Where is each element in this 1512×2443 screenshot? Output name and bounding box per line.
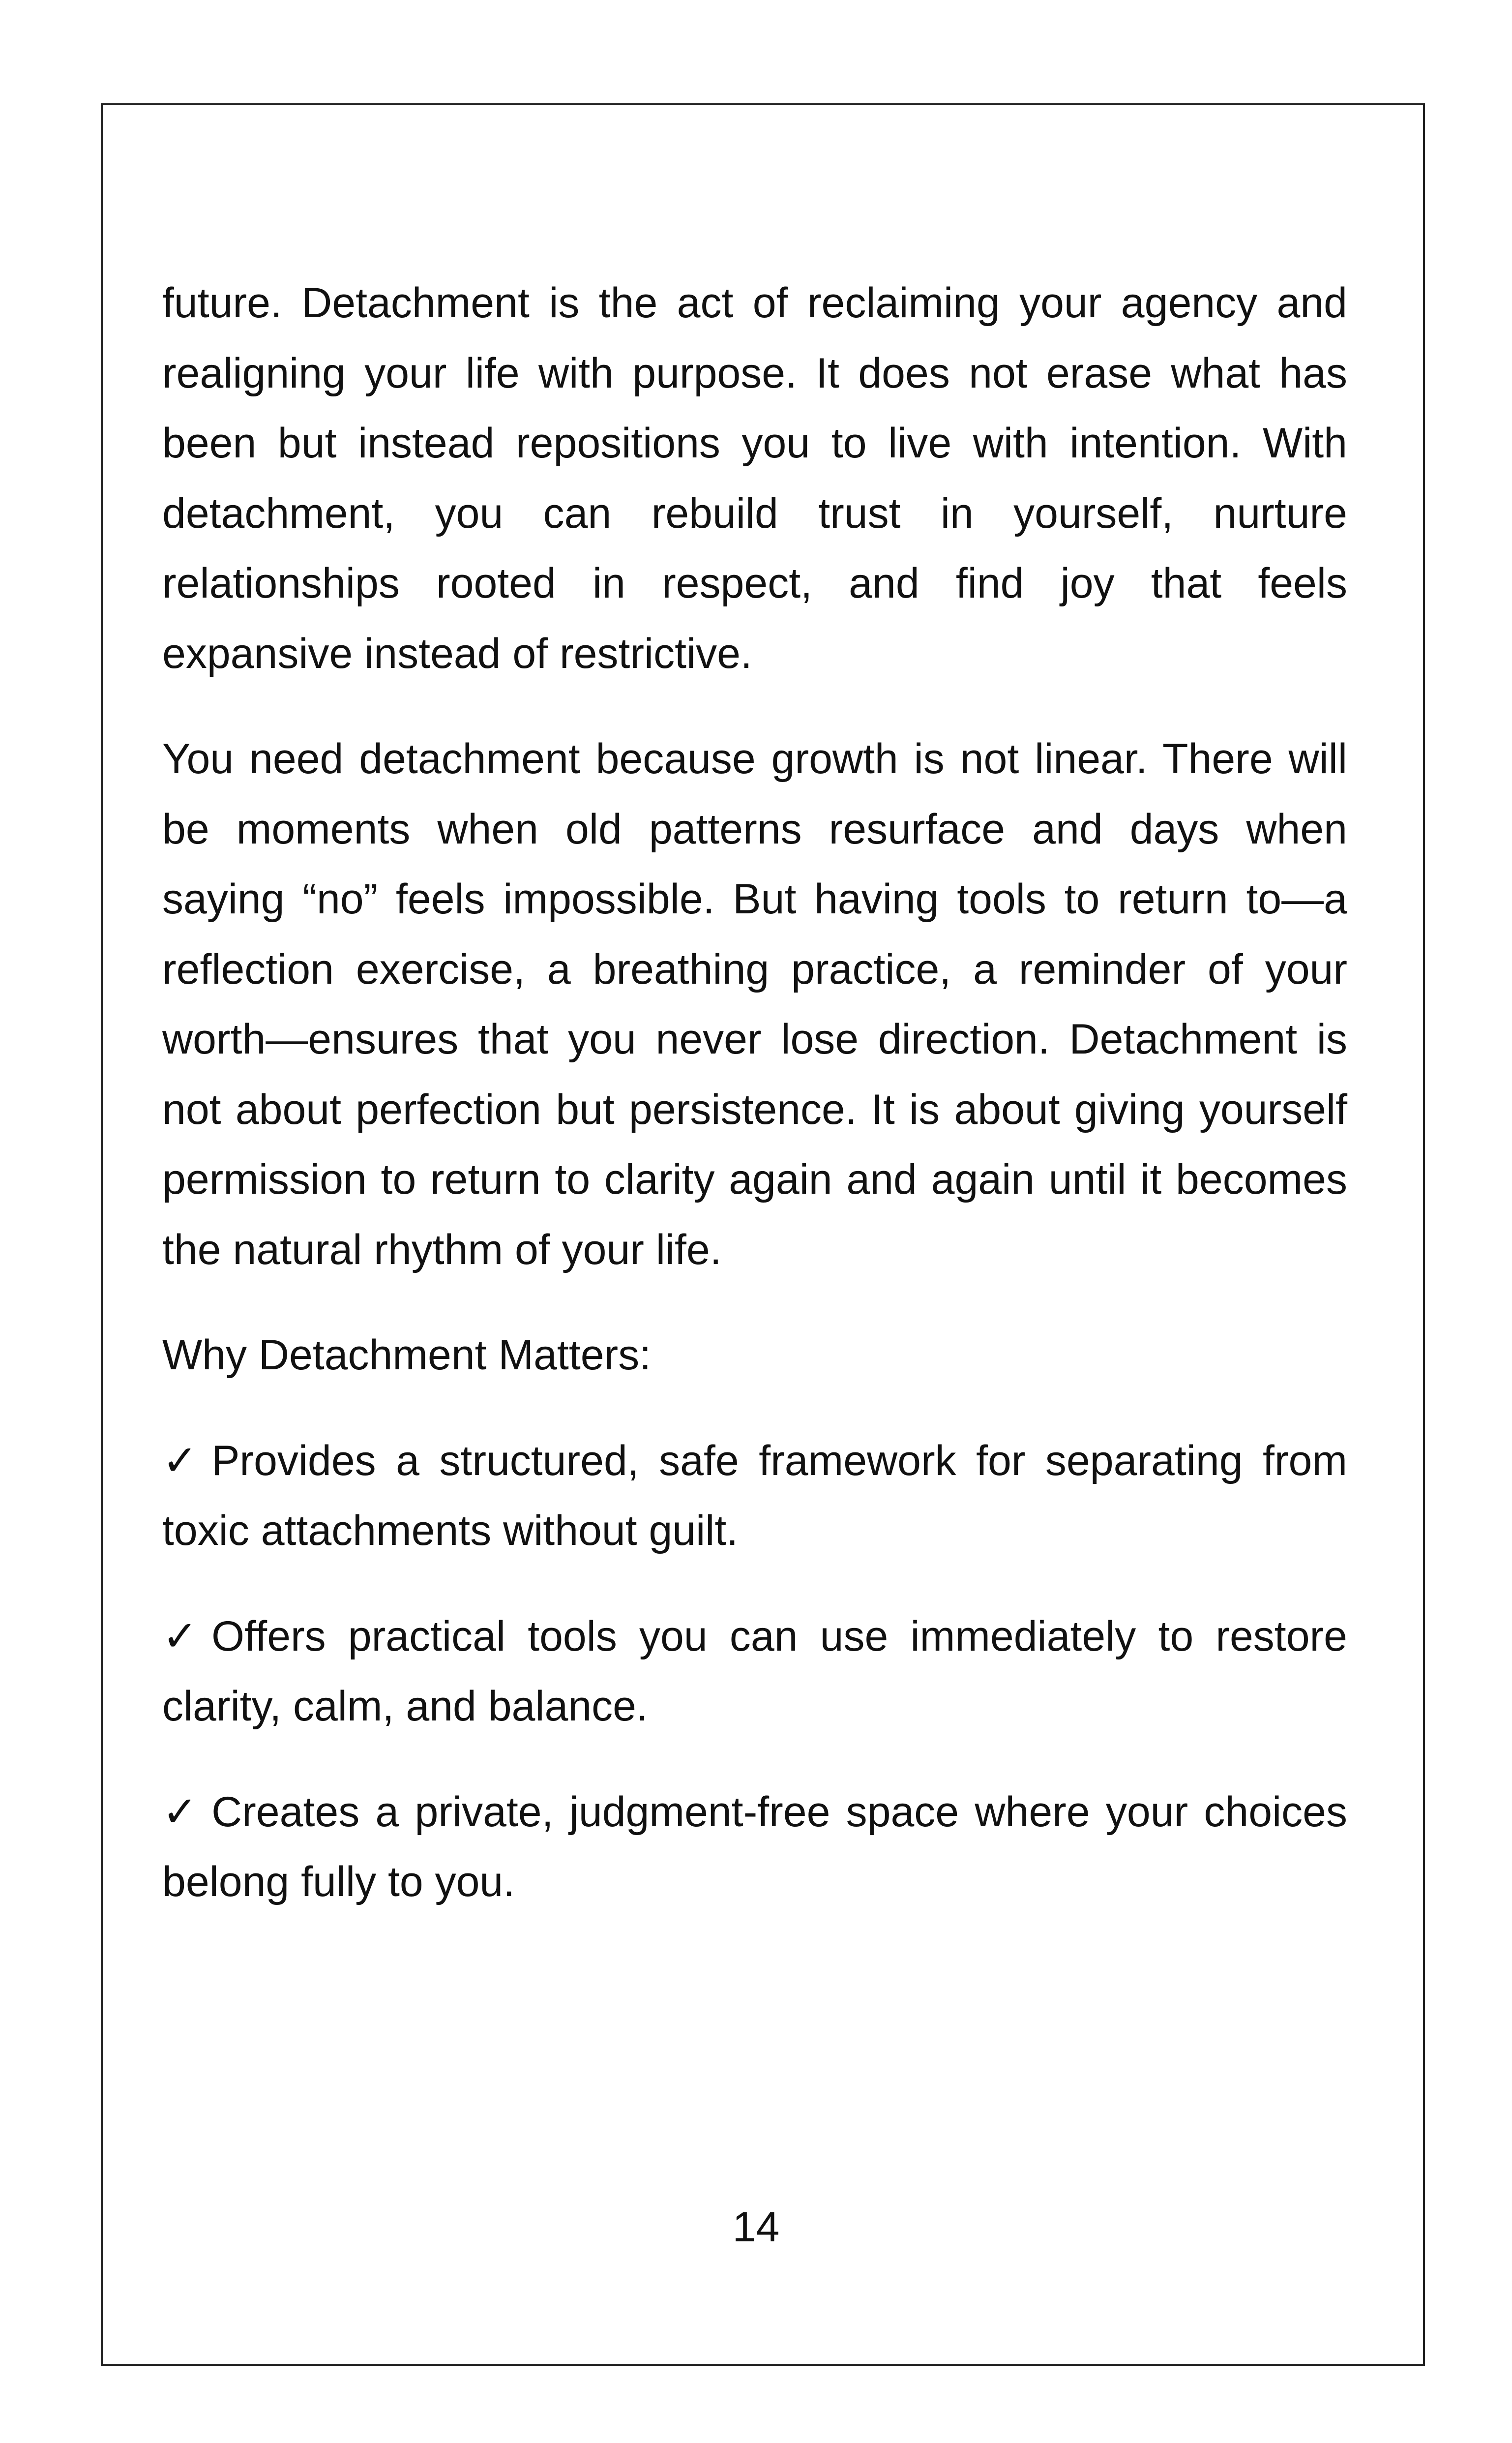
checklist-item-2 (162, 1601, 1347, 1742)
checklist-item-3 (162, 1777, 1347, 1917)
checklist-item-1 (162, 1426, 1347, 1566)
body-paragraph-1: future. Detachment is the act of reclaiming your agency and realigning your life with purpose. It does not erase what has been but instead repositions you to live with intention. With detachment, you can rebuild trust in yourself, nurture relationships rooted in respect, and find joy that feels expansive instead of restrictive. (162, 279, 1347, 677)
checkmark-icon: ✓ (162, 1788, 198, 1836)
checkmark-icon: ✓ (162, 1612, 198, 1660)
page-number: 14 (732, 2203, 780, 2251)
checklist-item-text: Creates a private, judgment-free space where your choices belong fully to you. (162, 1788, 1347, 1905)
checklist-item-text: Provides a structured, safe framework for separating from toxic attachments without guilt. (162, 1437, 1347, 1554)
checklist-item-text: Offers practical tools you can use immediately to restore clarity, calm, and balance. (162, 1612, 1347, 1730)
page-content (162, 268, 1347, 1953)
checkmark-icon: ✓ (162, 1437, 198, 1484)
body-paragraph-2: You need detachment because growth is not linear. There will be moments when old patterns resurface and days when saying “no” feels impossible. But having tools to return to—a reflection exercise, a breathing practice, a reminder of your worth—ensures that you never lose direction. Detachment is not about perfection but persistence. It is about giving yourself permission to return to clarity again and again until it becomes the natural rhythm of your life. (162, 735, 1347, 1273)
section-heading: Why Detachment Matters: (162, 1331, 652, 1379)
